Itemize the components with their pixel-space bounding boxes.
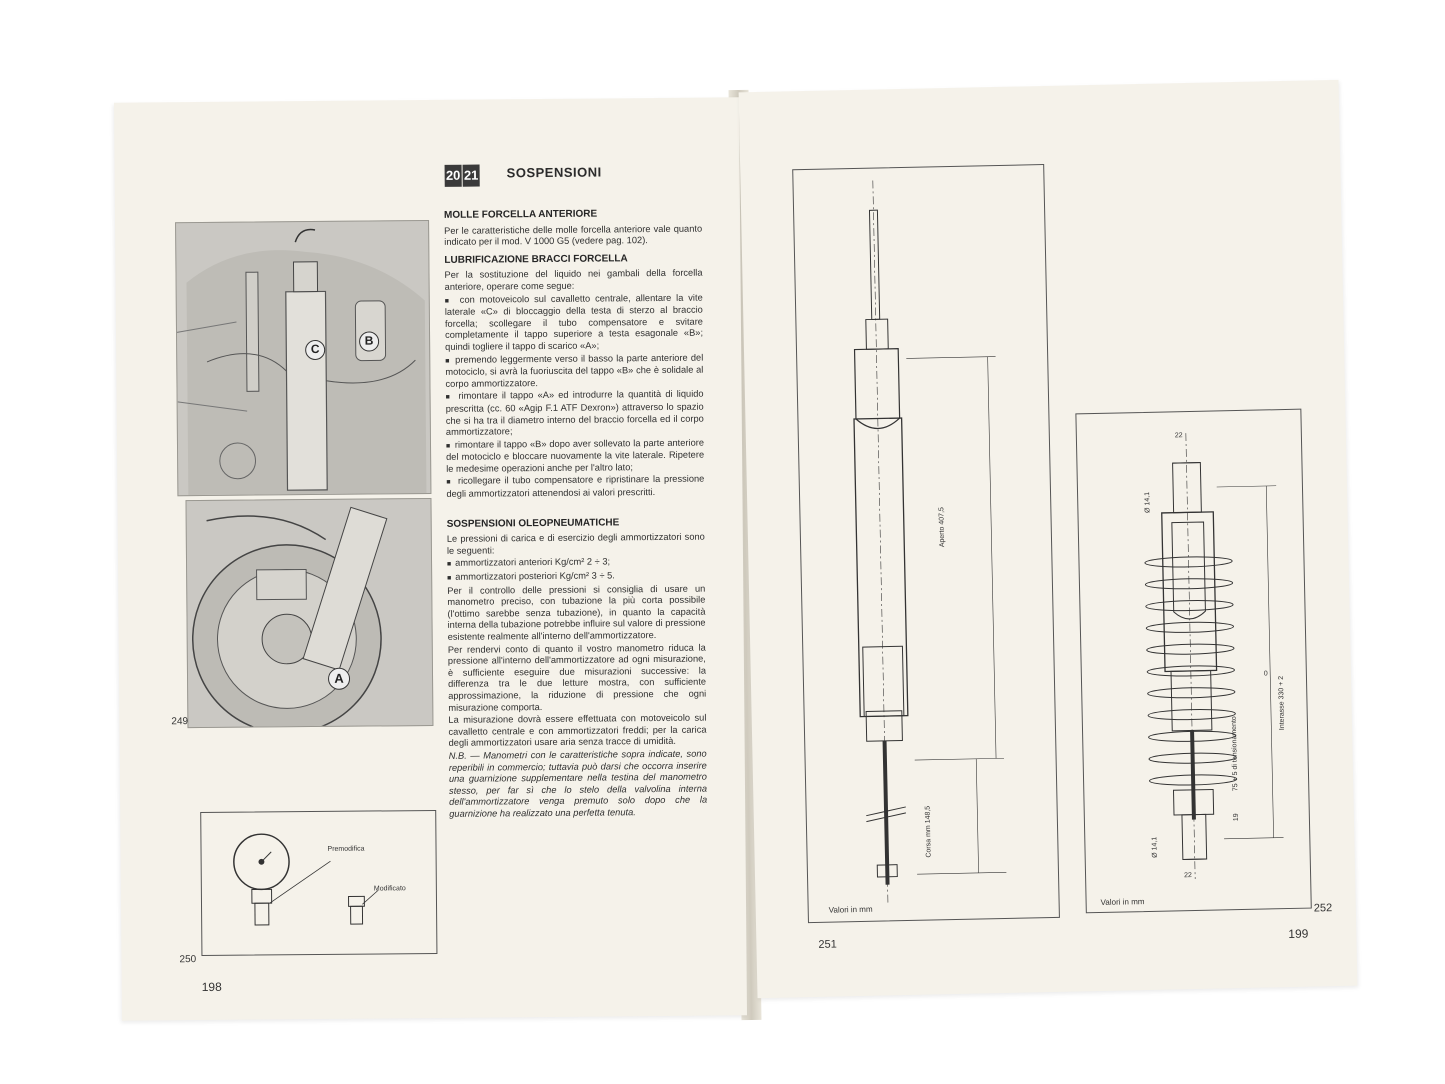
units-label: Valori in mm: [1100, 897, 1145, 907]
list-item-rear-pressure: ■ ammortizzatori posteriori Kg/cm² 3 ÷ 5.: [447, 570, 705, 585]
heading-lubrificazione: LUBRIFICAZIONE BRACCI FORCELLA: [444, 253, 628, 266]
note-nb: N.B. — Manometri con le caratteristiche sopra indicate, sono reperibili in commercio; tuttavia può darsi che occorra inserire una guarnizione supplementare nella testina del manometro stesso, per far sì che lo stelo della valvolina interna dell'ammortizzatore venga premuto solo dopo che la guarnizione ha realizzato una perfetta tenuta.: [448, 748, 708, 819]
figure-number-251: 251: [818, 938, 837, 951]
label-b: B: [359, 331, 379, 351]
dim-nineteen: 19: [1232, 813, 1240, 822]
dim-bottom-width: 22: [1184, 872, 1192, 880]
gauge-diagram: [200, 810, 437, 956]
dim-aperto: Aperto 407,5: [938, 507, 947, 548]
para-molle: Per le caratteristiche delle molle forcella anteriore vale quanto indicato per il mod. V 1000 G5 (vedere pag. 102).: [444, 223, 703, 248]
list-item: ■ ricollegare il tubo compensatore e ripristinare la pressione degli ammortizzatori attenendosi ai valori prescritti.: [446, 474, 704, 500]
wheel-illustration: [186, 499, 432, 727]
photo-fork-top: [175, 220, 431, 496]
para-oleo-2: Per rendervi conto di quanto il vostro manometro riduca la pressione all'interno dell'ammortizzatore ad ogni misurazione, è sufficiente eseguire due misurazioni successive: la differenza tra le due letture mostra, con sufficiente approssimazione, la riduzione di pressione che ogni misurazione comporta.: [447, 642, 707, 713]
units-label: Valori in mm: [828, 904, 873, 915]
para-lubri-intro: Per la sostituzione del liquido nei gambali della forcella anteriore, operare come segue:: [444, 267, 703, 292]
fork-top-illustration: [176, 221, 430, 495]
figure-number-249: 249: [171, 716, 189, 728]
label-premodifica: Premodifica: [327, 845, 365, 853]
para-oleo-intro: Le pressioni di carica e di esercizio degli ammortizzatori sono le seguenti:: [446, 531, 705, 556]
list-item: ■ rimontare il tappo «A» ed introdurre la quantità di liquido prescritta (cc. 60 «Agip F.1 ATF Dexron») attraverso lo spazio che si ha tra il diametro interno del braccio forcella ed il corpo ammortizzatore;: [446, 389, 704, 439]
page-number-left: 198: [201, 979, 222, 995]
manometer-illustration: [201, 811, 436, 955]
fork-diagram: [792, 164, 1060, 923]
chapter-title: SOSPENSIONI: [506, 164, 602, 181]
label-a: A: [328, 668, 350, 690]
dim-interasse: Interasse 330 + 2: [1277, 675, 1287, 731]
dim-diam-top: Ø 14,1: [1144, 491, 1152, 513]
label-modificato: Modificato: [373, 885, 406, 893]
shock-drawing: [1076, 410, 1310, 913]
list-item: ■ premendo leggermente verso il basso la parte anteriore del motociclo, si avrà la fuoriuscita del tappo «B» che è solidale al corpo ammortizzatore.: [445, 352, 703, 390]
dim-corsa: Corsa mm 148,5: [924, 805, 933, 858]
dim-zero: 0: [1263, 670, 1268, 678]
figure-number-250: 250: [179, 954, 197, 966]
chapter-number-20: 20: [445, 165, 462, 187]
list-item-front-pressure: ■ ammortizzatori anteriori Kg/cm² 2 ÷ 3;: [447, 556, 705, 571]
text-column: [444, 202, 707, 822]
shock-diagram: [1075, 409, 1311, 914]
heading-molle: MOLLE FORCELLA ANTERIORE: [443, 208, 598, 221]
heading-oleopneumatiche: SOSPENSIONI OLEOPNEUMATICHE: [446, 517, 620, 530]
para-oleo-3: La misurazione dovrà essere effettuata con motoveicolo sul cavalletto centrale e con ammortizzatori freddi; per la carica degli ammortizzatori usare aria senza tracce di umidità.: [448, 712, 707, 749]
right-page: [739, 80, 1358, 998]
dim-tensionamento: 75 + 5 di tensionamento: [1230, 716, 1240, 792]
chapter-number-21: 21: [463, 165, 480, 187]
dim-top-width: 22: [1174, 432, 1183, 440]
list-item: ■ rimontare il tappo «B» dopo aver sollevato la parte anteriore del motociclo e bloccare nuovamente la vite laterale. Ripetere le medesime operazioni anche per l'altro lato;: [446, 437, 704, 475]
page-number-right: 199: [1288, 926, 1309, 942]
list-item: ■ con motoveicolo sul cavalletto centrale, allentare la vite laterale «C» di bloccaggio della testa di sterzo al braccio forcella; scollegare il tubo compensatore e svitare completamente il tappo superiore a testa esagonale «B»; quindi togliere il tappo di scarico «A»;: [445, 292, 704, 353]
photo-front-wheel: [185, 498, 433, 728]
left-page: [114, 97, 747, 1020]
label-c: C: [305, 340, 325, 360]
figure-number-252: 252: [1313, 902, 1333, 915]
para-oleo-1: Per il controllo delle pressioni si consiglia di usare un manometro preciso, con tubazione la più corta possibile (l'ottimo sarebbe senza tubazione), in quanto la capacità interna della tubazione potrebbe influire sul valore di pressione esistente realmente all'interno dell'ammortizzatore.: [447, 583, 706, 642]
dim-diam-bottom: Ø 14,1: [1151, 836, 1159, 858]
